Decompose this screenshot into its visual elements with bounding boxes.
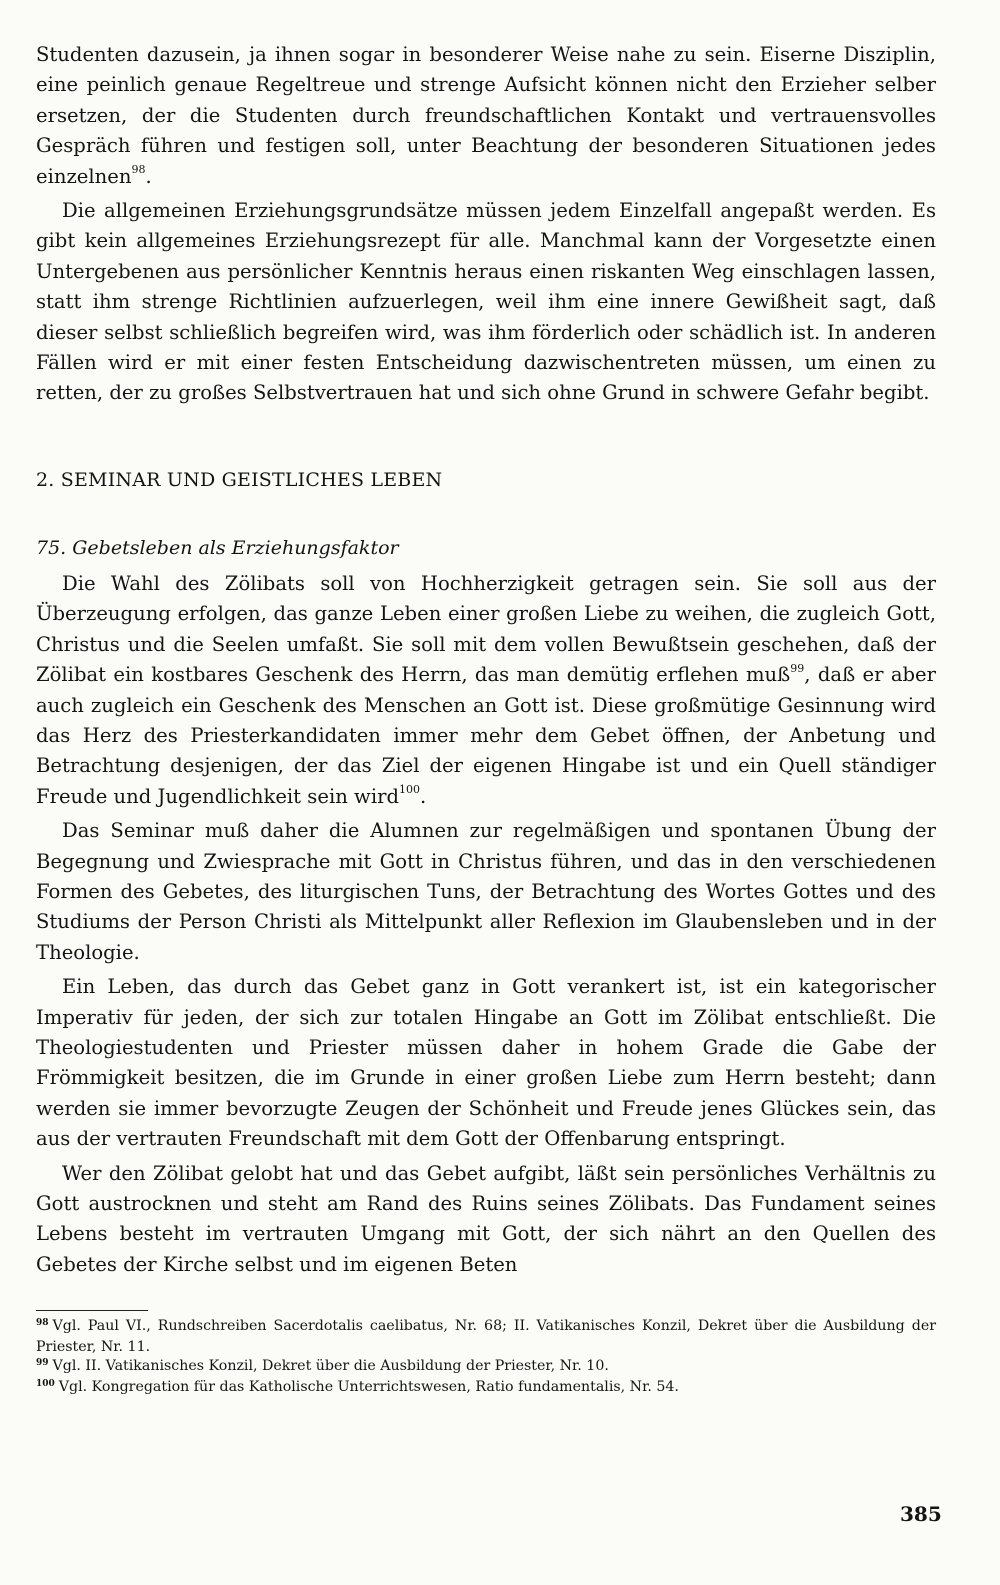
paragraph-tail: .: [145, 164, 152, 188]
footnote-98: [36, 1317, 936, 1357]
footnote-number: 98: [36, 1318, 49, 1329]
body-paragraph-6: Wer den Zölibat gelobt hat und das Gebet aufgibt, läßt sein persönliches Verhältnis zu Gott austrocknen und steht am Rand des Ruins seines Zölibats. Das Fundament seines Lebens besteht im vertrauten Umgang mit Gott, der sich nährt an den Quellen des Gebetes der Kirche selbst und im eigenen Beten: [36, 1161, 936, 1276]
body-paragraph-4: Das Seminar muß daher die Alumnen zur regelmäßigen und spontanen Übung der Begegnung und Zwiesprache mit Gott in Christus führen, und das in den verschiedenen Formen des Gebetes, des liturgischen Tuns, der Betrachtung des Wortes Gottes und des Studiums der Person Christi als Mittelpunkt aller Reflexion im Glaubensleben und in der Theologie.: [36, 819, 936, 964]
footnote-ref-98: 98: [131, 163, 146, 177]
paragraph-tail: .: [420, 784, 427, 808]
subsection-title: 75. Gebetsleben als Erziehungsfaktor: [36, 536, 399, 559]
book-page: [36, 40, 936, 1399]
footnotes: [36, 1317, 936, 1399]
footnote-100: [36, 1378, 936, 1399]
body-paragraph-2: Die allgemeinen Erziehungsgrundsätze müssen jedem Einzelfall angepaßt werden. Es gibt kein allgemeines Erziehungsrezept für alle. Manchmal kann der Vorgesetzte einen Untergebenen aus persönlicher Kenntnis heraus einen riskanten Weg einschlagen lassen, statt ihm strenge Richtlinien aufzuerlegen, weil ihm eine innere Gewißheit sagt, daß dieser selbst schließlich begreifen wird, was ihm förderlich oder schädlich ist. In anderen Fällen wird er mit einer festen Entscheidung dazwischentreten müssen, um einen zu retten, der zu großes Selbstvertrauen hat und sich ohne Grund in schwere Gefahr begibt.: [36, 199, 936, 405]
body-paragraph-3: [36, 569, 936, 812]
paragraph-text: Die Wahl des Zölibats soll von Hochherzigkeit getragen sein. Sie soll aus der Überzeugung erfolgen, das ganze Leben einer großen Liebe zu weihen, die zugleich Gott, Christus und die Seelen umfaßt. Sie soll mit dem vollen Bewußtsein geschehen, daß der Zölibat ein kostbares Geschenk des Herrn, das man demütig erflehen muß: [36, 571, 936, 687]
body-paragraph-1: [36, 40, 936, 192]
footnote-number: 100: [36, 1379, 55, 1390]
paragraph-text: Studenten dazusein, ja ihnen sogar in besonderer Weise nahe zu sein. Eiserne Disziplin, eine peinlich genaue Regeltreue und strenge Aufsicht können nicht den Erzieher selber ersetzen, der die Studenten durch freundschaftlichen Kontakt und vertrauensvolles Gespräch führen und festigen soll, unter Beachtung der besonderen Situationen jedes einzelnen: [36, 43, 936, 188]
footnote-ref-100: 100: [399, 783, 421, 797]
footnote-99: [36, 1357, 936, 1378]
body-paragraph-5: Ein Leben, das durch das Gebet ganz in Gott verankert ist, ist ein kategorischer Imperativ für jeden, der sich zur totalen Hingabe an Gott im Zölibat entschließt. Die Theologiestudenten und Priester müssen daher in hohem Grade die Gabe der Frömmigkeit besitzen, die im Grunde in einer großen Liebe zum Herrn besteht; dann werden sie immer bevorzugte Zeugen der Schönheit und Freude jenes Glückes sein, das aus der vertrauten Freundschaft mit dem Gott der Offenbarung entspringt.: [36, 975, 936, 1151]
footnote-text: Vgl. Paul VI., Rundschreiben Sacerdotalis caelibatus, Nr. 68; II. Vatikanisches Konzil, Dekret über die Ausbildung der Priester, Nr. 11.: [36, 1318, 936, 1356]
page-number: 385: [900, 1502, 942, 1526]
section-title: 2. SEMINAR UND GEISTLICHES LEBEN: [36, 468, 443, 491]
paragraph-text-continued: , daß er aber auch zugleich ein Geschenk des Menschen an Gott ist. Diese großmütige Gesinnung wird das Herz des Priesterkandidaten immer mehr dem Gebet öffnen, der Anbetung und Betrachtung desjenigen, der das Ziel der eigenen Hingabe ist und ein Quell ständiger Freude und Jugendlichkeit sein wird: [36, 663, 937, 808]
footnote-number: 99: [36, 1358, 49, 1369]
footnote-text: Vgl. Kongregation für das Katholische Unterrichtswesen, Ratio fundamentalis, Nr. 54.: [58, 1379, 679, 1396]
footnote-divider: [36, 1310, 148, 1311]
footnote-text: Vgl. II. Vatikanisches Konzil, Dekret über die Ausbildung der Priester, Nr. 10.: [52, 1358, 609, 1375]
footnote-ref-99: 99: [790, 661, 805, 675]
